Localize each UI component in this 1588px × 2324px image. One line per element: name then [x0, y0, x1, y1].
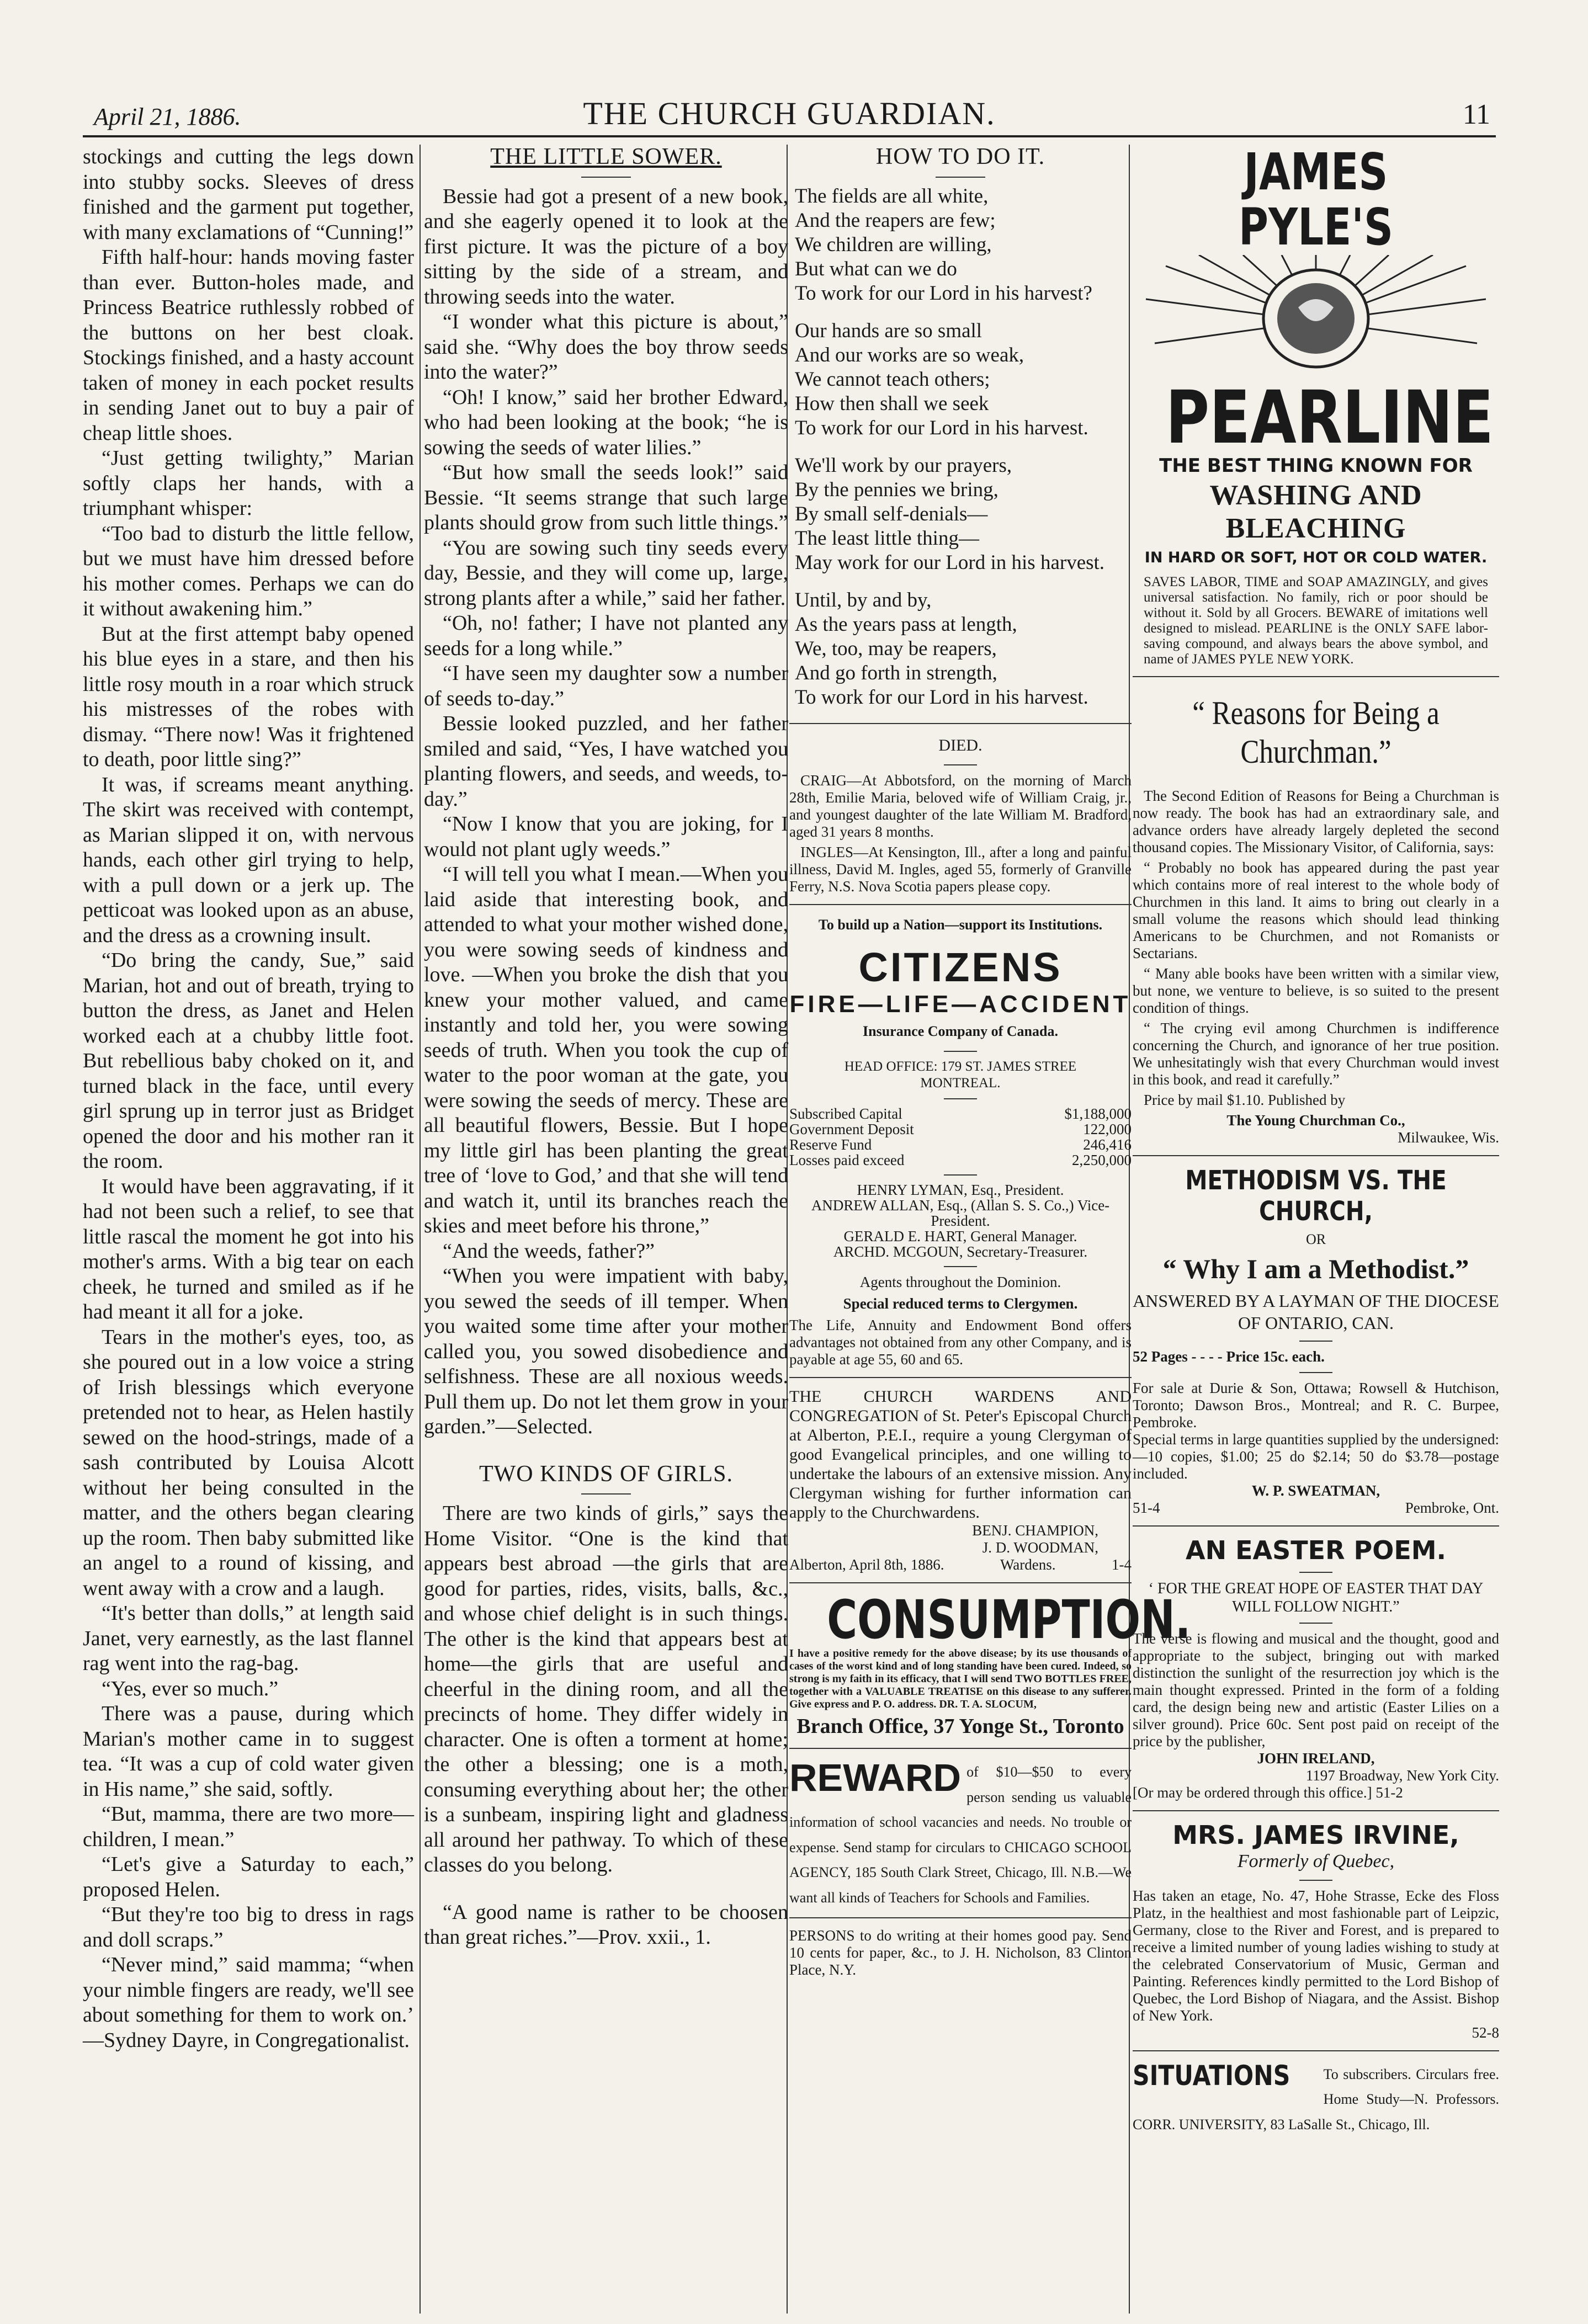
article-paragraph: “Now I know that you are joking, for I would not plant ugly weeds.” — [424, 812, 788, 861]
article-title-two-kinds-of-girls: TWO KINDS OF GIRLS. — [479, 1461, 733, 1487]
story-paragraph: It was, if screams meant anything. The skirt was received with contempt, as Marian slipped it on, with nervous hands, each other girl trying to help, with a pull down or a jerk up. The petticoat was looked upon as an abuse, and the dress as a crowning insult. — [83, 773, 414, 947]
newspaper-title: THE CHURCH GUARDIAN. — [583, 95, 996, 131]
death-notice: INGLES—At Kensington, Ill., after a long and painful illness, David M. Ingles, aged 55, formerly of Granville Ferry, N.S. Nova Scotia papers please copy. — [789, 844, 1132, 895]
sunburst-emblem-icon — [1133, 255, 1499, 382]
reasons-title: “ Reasons for Being a Churchman.” — [1192, 695, 1440, 770]
reasons-publisher: The Young Churchman Co., — [1226, 1112, 1405, 1129]
irvine-title: MRS. JAMES IRVINE, — [1172, 1820, 1459, 1850]
figure-value: 122,000 — [1083, 1120, 1132, 1137]
methodism-ref: 51-4 — [1133, 1499, 1160, 1516]
methodism-pages: 52 Pages - - - - Price 15c. each. — [1133, 1348, 1325, 1365]
story-paragraph: “Never mind,” said mamma; “when your nimble fingers are ready, we'll see about something for them to work on.’ —Sydney Dayre, in Congregationalist. — [83, 1953, 414, 2052]
story-paragraph: “But they're too big to dress in rags and doll scraps.” — [83, 1903, 414, 1951]
story-paragraph: “It's better than dolls,” at length said Janet, very earnestly, as the last flannel rag went into the rag-bag. — [83, 1602, 414, 1675]
officer-line: ANDREW ALLAN, Esq., (Allan S. S. Co.,) Vice-President. — [811, 1196, 1110, 1229]
easter-sub: ‘ FOR THE GREAT HOPE OF EASTER THAT DAY WILL FOLLOW NIGHT.” — [1148, 1580, 1484, 1615]
poem-stanza: We'll work by our prayers, By the pennies we bring, By small self-denials— The least little thing— May work for our Lord in his harvest. — [795, 454, 1105, 574]
citizens-agents: Agents throughout the Dominion. — [859, 1273, 1061, 1290]
warden-signer: J. D. WOODMAN, — [982, 1539, 1098, 1556]
wardens-footer — [789, 1556, 1132, 1573]
wardens-ref: 1-4 — [1112, 1556, 1132, 1573]
page-number: 11 — [1462, 99, 1490, 130]
irvine-ref: 52-8 — [1472, 2024, 1499, 2041]
divider — [1299, 1341, 1332, 1342]
story-paragraph: But at the first attempt baby opened his blue eyes in a stare, and then his little rosy mouth in a roar which struck his mistresses of the robes with dismay. “There now! Was it frightened to death, poor little sing?” — [83, 622, 414, 771]
citizens-officers — [789, 1182, 1132, 1259]
column-4 — [1133, 142, 1499, 2135]
reasons-intro: The Second Edition of Reasons for Being a Churchman is now ready. The book has had an extraordinary sale, and advance orders have already largely depleted the second thousand copies. The Missionary Visitor, of California, says: — [1133, 788, 1499, 855]
reasons-copy — [1133, 788, 1499, 1146]
divider — [1299, 1623, 1332, 1624]
easter-text: The verse is flowing and musical and the thought, good and appropriate to the subject, bringing out with marked distinction the sunlight of the resurrection joy which is the main thought expressed. Printed in the form of a folding card, the design being new and artistic (Easter Lilies on a silver ground). Price 60c. Sent post paid on receipt of the price by the publisher, — [1133, 1630, 1499, 1749]
story-paragraph: “Do bring the candy, Sue,” said Marian, hot and out of breath, trying to button the dress, as Janet and Helen worked each at a chubby little foot. But rebellious baby choked on it, and turned black in the face, until every girl sprung up in terror just as Bridget opened the door and his mother ran it the room. — [83, 949, 414, 1173]
article-paragraph: “I have seen my daughter sow a number of seeds to-day.” — [424, 662, 788, 710]
irvine-text: Has taken an etage, No. 47, Hohe Strasse, Ecke des Floss Platz, in the healthiest and most fashionable part of Leipzic, Germany, close to the River and Forest, and is prepared to receive a limited number of young ladies wishing to study at the celebrated Conservatorium of Music, German and Painting. References kindly permitted to the Lord Bishop of Quebec, the Lord Bishop of Niagara, and the Assist. Bishop of New York. — [1133, 1887, 1499, 2024]
story-paragraph: “Yes, ever so much.” — [102, 1677, 279, 1700]
citizens-slogan: To build up a Nation—support its Institutions. — [818, 917, 1103, 933]
story-paragraph: “Let's give a Saturday to each,” proposed Helen. — [83, 1853, 414, 1901]
pearline-text: SAVES LABOR, TIME and SOAP AMAZINGLY, and gives universal satisfaction. No family, rich or poor should be without it. Sold by all Grocers. BEWARE of imitations well designed to mislead. PEARLINE is the ONLY SAFE labor-saving compound, and always bears the above symbol, and name of JAMES PYLE NEW YORK. — [1144, 575, 1488, 667]
figure-label: Subscribed Capital — [789, 1105, 902, 1122]
situations-ad — [1133, 2060, 1499, 2136]
divider — [1299, 1880, 1332, 1881]
consumption-title: CONSUMPTION. — [827, 1588, 1191, 1651]
methodism-title: METHODISM VS. THE CHURCH, — [1185, 1165, 1447, 1227]
story-paragraph: stockings and cutting the legs down into stubby socks. Sleeves of dress finished and the garment put together, with many exclamations of “Cunning!” — [83, 145, 414, 244]
citizens-note: The Life, Annuity and Endowment Bond offers advantages not obtained from any other Company, and is payable at age 55, 60 and 65. — [789, 1316, 1132, 1368]
methodism-subtitle: “ Why I am a Methodist.” — [1162, 1253, 1469, 1284]
divider — [789, 1748, 1132, 1749]
story-paragraph: It would have been aggravating, if it had not been such a relief, to see that little rascal the moment he got into his mother's arms. With a big tear on each cheek, he turned and smiled as if he had meant it all for a joke. — [83, 1174, 414, 1323]
figure-label: Government Deposit — [789, 1120, 914, 1137]
divider — [944, 1266, 977, 1267]
wardens-role: Wardens. — [1000, 1556, 1056, 1573]
article-paragraph: Bessie had got a present of a new book, and she eagerly opened it to look at the first picture. It was the picture of a boy sitting by the side of a stream, and throwing seeds into the water. — [424, 184, 788, 309]
reasons-quote: “ Many able books have been written with a similar view, but none, we venture to believe, is so suited to the present condition of things. — [1133, 965, 1499, 1016]
situations-text: To subscribers. Circulars free. Home Study—N. Professors. CORR. UNIVERSITY, 83 LaSalle St., Chicago, Ill. — [1133, 2066, 1499, 2132]
death-notices — [789, 772, 1132, 895]
poem-stanza: Until, by and by, As the years pass at length, We, too, may be reapers, And go forth in strength, To work for our Lord in his harvest. — [795, 588, 1088, 709]
figure-row — [789, 1137, 1132, 1152]
reward-ad — [789, 1758, 1132, 1908]
divider — [1133, 1525, 1499, 1527]
wardens-notice: THE CHURCH WARDENS AND CONGREGATION of St. Peter's Episcopal Church at Alberton, P.E.I., require a young Clergyman of good Evangelical principles, and one willing to undertake the labours of an extensive mission. Any Clergyman wishing for further information can apply to the Churchwardens. — [789, 1387, 1132, 1522]
figure-label: Losses paid exceed — [789, 1151, 905, 1168]
citizens-name: CITIZENS — [858, 944, 1063, 990]
died-heading: DIED. — [938, 736, 982, 754]
reward-title: REWARD — [789, 1758, 962, 1799]
easter-title: AN EASTER POEM. — [1186, 1535, 1446, 1565]
reasons-quote: “ Probably no book has appeared during the past year which contains more of real interest to the whole body of Churchmen in this land. It aims to bring out clearly in a small volume the reasons which should lead thinking Americans to be Churchmen, and not Romanists or Sectarians. — [1133, 859, 1499, 961]
pearline-tag: THE BEST THING KNOWN FOR — [1159, 455, 1473, 477]
divider — [1133, 676, 1499, 677]
methodism-by: ANSWERED BY A LAYMAN OF THE DIOCESE OF ONTARIO, CAN. — [1133, 1290, 1499, 1333]
figure-value: $1,188,000 — [1064, 1105, 1132, 1122]
death-notice: CRAIG—At Abbotsford, on the morning of March 28th, Emilie Maria, beloved wife of William Craig, jr., and youngest daughter of the late William M. Bradford, aged 31 years 8 months. — [789, 772, 1132, 840]
article-paragraph: “I will tell you what I mean.—When you laid aside that interesting book, and attended to what your mother wished done, you were sowing seeds of kindness and love. —When you broke the dish that you knew your mother valued, and came instantly and told her, you were sowing seeds of truth. When you took the cup of water to the poor woman at the gate, you were sowing the seeds of mercy. These are all beautiful flowers, Bessie. But I hope my little girl has been planting the great tree of ‘love to God,’ and that she will tend and watch it, until its branches reach the skies and meet before his throne,” — [424, 863, 788, 1237]
article-paragraph: “But how small the seeds look!” said Bessie. “It seems strange that such large plants should grow from such little things.” — [424, 461, 788, 534]
figure-value: 2,250,000 — [1072, 1151, 1132, 1168]
divider — [944, 1051, 977, 1052]
divider — [789, 1377, 1132, 1378]
methodism-sale: For sale at Durie & Son, Ottawa; Rowsell & Hutchison, Toronto; Dawson Bros., Montreal; and R. C. Burpee, Pembroke. — [1133, 1379, 1499, 1430]
consumption-office: Branch Office, 37 Yonge St., Toronto — [796, 1714, 1124, 1738]
easter-seller: JOHN IRELAND, — [1257, 1749, 1375, 1767]
wardens-place: Alberton, April 8th, 1886. — [789, 1556, 944, 1573]
article-paragraph: “And the weeds, father?” — [443, 1239, 655, 1263]
divider — [789, 723, 1132, 724]
divider — [944, 764, 977, 765]
issue-date: April 21, 1886. — [94, 103, 241, 130]
article-paragraph: Bessie looked puzzled, and her father smiled and said, “Yes, I have watched you planting flowers, and seeds, and weeds, to-day.” — [424, 712, 788, 811]
pearline-water: IN HARD OR SOFT, HOT OR COLD WATER. — [1144, 549, 1488, 566]
article-paragraph: There are two kinds of girls,” says the Home Visitor. “One is the kind that appears best abroad —the girls that are good for parties, rides, visits, balls, &c., and whose chief delight is in such things. The other is the kind that appears best at home—the girls that are useful and cheerful in the dining room, and all the precincts of home. They differ widely in character. One is often a torment at home; the other a blessing; one is a moth, consuming everything about her; the other is a sunbeam, inspiring light and gladness all around her pathway. To which of these classes do you belong. — [424, 1502, 788, 1876]
poem-title: HOW TO DO IT. — [875, 144, 1045, 169]
divider — [936, 177, 985, 178]
methodism-place: Pembroke, Ont. — [1405, 1499, 1499, 1516]
irvine-subtitle: Formerly of Quebec, — [1237, 1850, 1395, 1871]
divider — [789, 1917, 1132, 1918]
reasons-quote: “ The crying evil among Churchmen is indifference concerning the Church, and ignorance of her true position. We unhesitatingly wish that every Churchman would invest in this book, and read it carefully.” — [1133, 1020, 1499, 1088]
divider — [944, 1098, 977, 1099]
article-paragraph: “I wonder what this picture is about,” said she. “Why does the boy throw seeds into the water?” — [424, 310, 788, 384]
reasons-city: Milwaukee, Wis. — [1398, 1129, 1499, 1146]
story-paragraph: “But, mamma, there are two more—children, I mean.” — [83, 1802, 414, 1851]
easter-address: 1197 Broadway, New York City. — [1305, 1767, 1499, 1784]
methodism-footer — [1133, 1499, 1499, 1517]
divider — [1133, 1810, 1499, 1811]
article-paragraph: “Oh, no! father; I have not planted any seeds for a long while.” — [424, 611, 788, 660]
divider — [1299, 1372, 1332, 1373]
divider — [944, 1174, 977, 1176]
divider — [581, 1493, 631, 1495]
masthead — [83, 97, 1496, 137]
story-paragraph: Fifth half-hour: hands moving faster than ever. Button-holes made, and Princess Beatrice ruthlessly robbed of the buttons on her best cloak. Stockings finished, and a hasty account taken of money in each pocket results in sending Janet out to buy a pair of cheap little shoes. — [83, 246, 414, 445]
column-2 — [424, 145, 788, 1950]
proverb-quote: “A good name is rather to be choosen than great riches.”—Prov. xxii., 1. — [424, 1900, 788, 1949]
pearline-brand: JAMES PYLE'S — [1239, 142, 1393, 257]
citizens-company: Insurance Company of Canada. — [863, 1023, 1058, 1039]
persons-ad: PERSONS to do writing at their homes good pay. Send 10 cents for paper, &c., to J. H. Nicholson, 83 Clinton Place, N.Y. — [789, 1927, 1132, 1978]
reasons-price: Price by mail $1.10. Published by — [1144, 1092, 1346, 1108]
story-paragraph: “Just getting twilighty,” Marian softly claps her hands, with a triumphant whisper: — [83, 446, 414, 520]
figure-label: Reserve Fund — [789, 1136, 872, 1153]
methodism-terms: Special terms in large quantities supplied by the undersigned:—10 copies, $1.00; 25 do $2.14; 50 do $3.78—postage included. — [1133, 1430, 1499, 1482]
story-paragraph: “Too bad to disturb the little fellow, but we must have him dressed before his mother comes. Perhaps we can do it without awakening him.” — [83, 522, 414, 620]
article-title-little-sower: THE LITTLE SOWER. — [490, 144, 722, 169]
pearline-logo — [1133, 255, 1499, 382]
divider — [581, 177, 631, 178]
divider — [789, 1582, 1132, 1583]
officer-line: ARCHD. MCGOUN, Secretary-Treasurer. — [833, 1243, 1088, 1260]
officer-line: GERALD E. HART, General Manager. — [843, 1227, 1077, 1245]
column-rule — [419, 145, 421, 2314]
figure-row — [789, 1121, 1132, 1137]
methodism-agent: W. P. SWEATMAN, — [1251, 1482, 1380, 1499]
article-paragraph: “You are sowing such tiny seeds every day, Bessie, and they will come up, large, strong plants after a while,” said her father. — [424, 536, 788, 610]
citizens-lines: FIRE—LIFE—ACCIDENT — [789, 991, 1132, 1018]
poem-stanza: The fields are all white, And the reapers are few; We children are willing, But what can we do To work for our Lord in his harvest? — [795, 184, 1092, 305]
story-paragraph: Tears in the mother's eyes, too, as she poured out in a low voice a string of Irish blessings which everyone pretended not to hear, as Helen hastily sewed on the hood-strings, made of a sash contributed by Louisa Alcott without her being consulted in the matter, and the others began clearing up the room. Then baby submitted like an angel to a round of kissing, and went away with a crow and a laugh. — [83, 1325, 414, 1600]
consumption-text: I have a positive remedy for the above disease; by its use thousands of cases of the worst kind and of long standing have been cured. Indeed, so strong is my faith in its efficacy, that I will send TWO BOTTLES FREE, together with a VALUABLE TREATISE on this disease to any sufferer. Give express and P. O. address. DR. T. A. SLOCUM, — [789, 1647, 1132, 1710]
article-paragraph: “Oh! I know,” said her brother Edward, who had been looking at the book; “he is sowing the seeds of water lilies.” — [424, 385, 788, 459]
pearline-product: PEARLINE — [1165, 375, 1494, 460]
pearline-use: WASHING AND BLEACHING — [1209, 479, 1422, 544]
methodism-or: OR — [1305, 1231, 1326, 1247]
situations-title: SITUATIONS — [1133, 2060, 1290, 2092]
divider — [1299, 1572, 1332, 1573]
citizens-office: HEAD OFFICE: 179 ST. JAMES STREE MONTREAL. — [844, 1059, 1077, 1091]
warden-signer: BENJ. CHAMPION, — [972, 1522, 1098, 1539]
column-1 — [83, 145, 414, 2053]
citizens-figures — [789, 1106, 1132, 1168]
article-paragraph: “When you were impatient with baby, you sewed the seeds of ill temper. When you waited some time after your mother called you, you sowed disobedience and selfishness. These are all noxious weeds. Pull them up. Do not let them grow in your garden.”—Selected. — [424, 1264, 788, 1438]
story-paragraph: There was a pause, during which Marian's mother came in to suggest tea. “It was a cup of cold water given in His name,” she said, softly. — [83, 1702, 414, 1801]
divider — [1133, 2050, 1499, 2051]
figure-value: 246,416 — [1083, 1136, 1132, 1153]
divider — [789, 904, 1132, 905]
figure-row — [789, 1152, 1132, 1168]
citizens-clergy-terms: Special reduced terms to Clergymen. — [843, 1295, 1078, 1312]
figure-row — [789, 1106, 1132, 1121]
divider — [1133, 1155, 1499, 1156]
reward-text: of $10—$50 to every person sending us valuable information of school vacancies and needs. No trouble or expense. Send stamp for circulars to CHICAGO SCHOOL AGENCY, 185 South Clark Street, Chicago, Ill. N.B.—We want all kinds of Teachers for Schools and Families. — [789, 1764, 1132, 1906]
poem-stanza: Our hands are so small And our works are so weak, We cannot teach others; How then shall we seek To work for our Lord in his harvest. — [795, 319, 1088, 439]
officer-line: HENRY LYMAN, Esq., President. — [857, 1181, 1064, 1198]
easter-order: [Or may be ordered through this office.] 51-2 — [1133, 1784, 1403, 1801]
